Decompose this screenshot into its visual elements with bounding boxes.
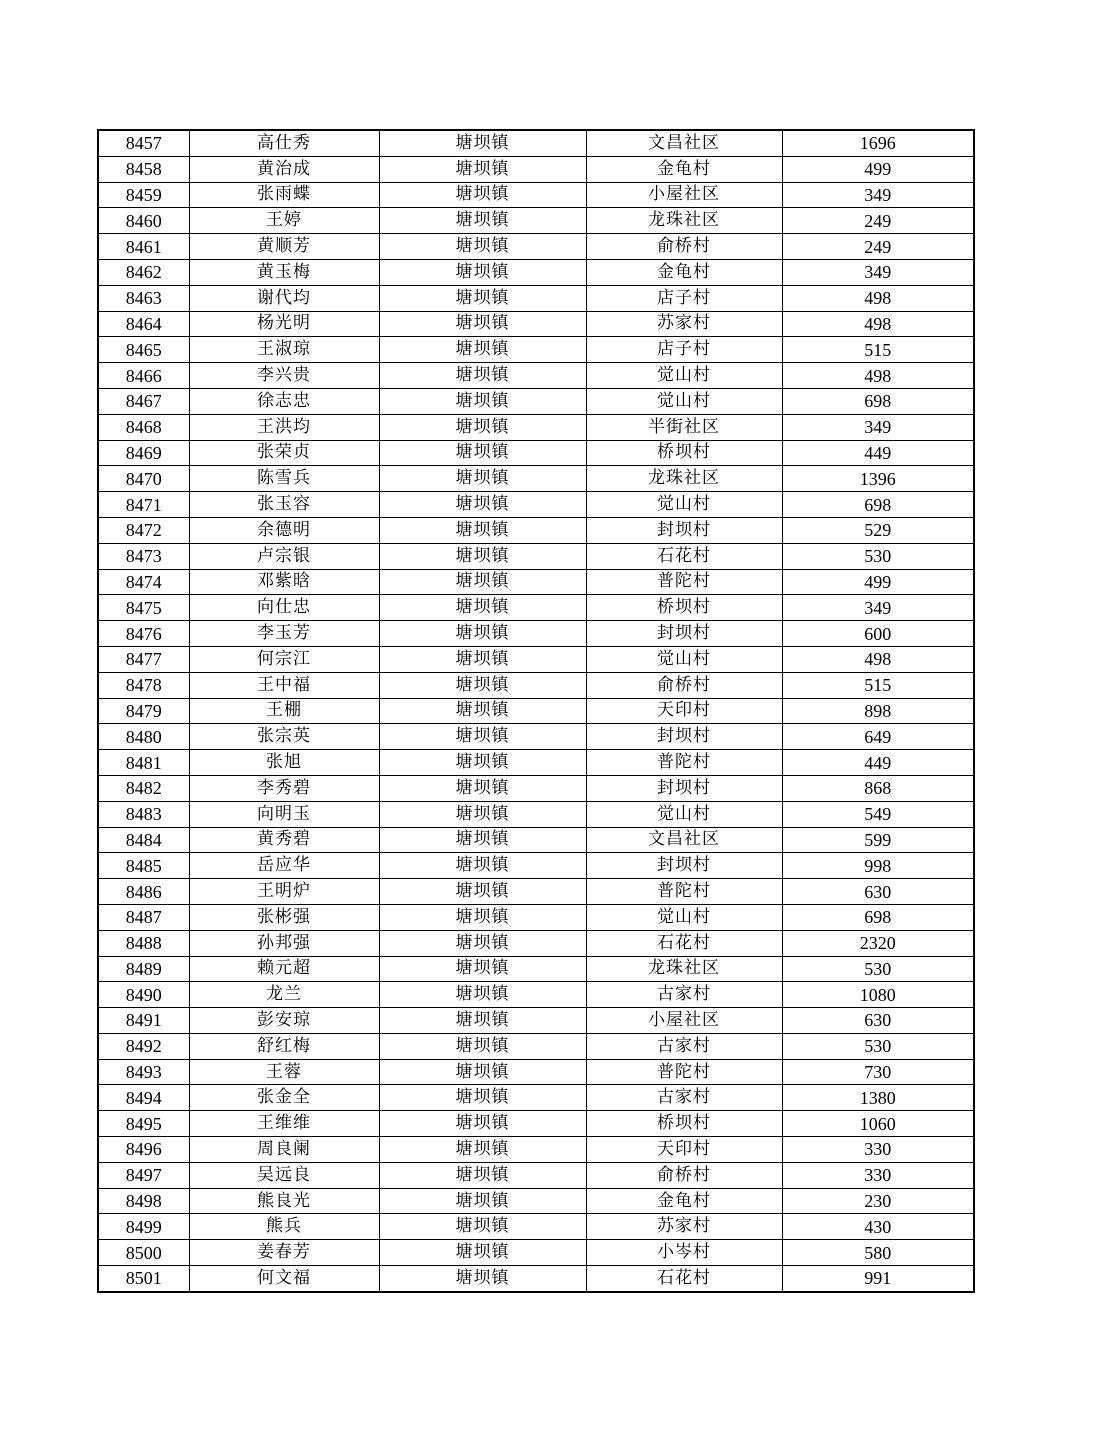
amount-cell: 249	[782, 234, 974, 260]
row-number-cell: 8470	[98, 466, 189, 492]
town-cell: 塘坝镇	[379, 801, 586, 827]
amount-cell: 515	[782, 672, 974, 698]
table-row	[98, 1008, 974, 1034]
name-cell: 王淑琼	[189, 337, 379, 363]
village-cell: 石花村	[586, 543, 782, 569]
name-cell: 周良阑	[189, 1137, 379, 1163]
table-row	[98, 595, 974, 621]
table-row	[98, 1188, 974, 1214]
town-cell: 塘坝镇	[379, 156, 586, 182]
row-number-cell: 8482	[98, 775, 189, 801]
town-cell: 塘坝镇	[379, 879, 586, 905]
name-cell: 张荣贞	[189, 440, 379, 466]
village-cell: 小屋社区	[586, 1008, 782, 1034]
town-cell: 塘坝镇	[379, 750, 586, 776]
row-number-cell: 8495	[98, 1111, 189, 1137]
village-cell: 封坝村	[586, 724, 782, 750]
village-cell: 桥坝村	[586, 440, 782, 466]
amount-cell: 349	[782, 182, 974, 208]
name-cell: 张宗英	[189, 724, 379, 750]
table-row	[98, 1085, 974, 1111]
table-row	[98, 492, 974, 518]
village-cell: 小岑村	[586, 1240, 782, 1266]
table-row	[98, 440, 974, 466]
table-row	[98, 311, 974, 337]
town-cell: 塘坝镇	[379, 234, 586, 260]
row-number-cell: 8468	[98, 414, 189, 440]
table-row	[98, 672, 974, 698]
village-cell: 普陀村	[586, 750, 782, 776]
town-cell: 塘坝镇	[379, 1085, 586, 1111]
table-row	[98, 724, 974, 750]
row-number-cell: 8485	[98, 853, 189, 879]
name-cell: 孙邦强	[189, 930, 379, 956]
amount-cell: 549	[782, 801, 974, 827]
row-number-cell: 8494	[98, 1085, 189, 1111]
table-body	[98, 130, 974, 1292]
village-cell: 俞桥村	[586, 234, 782, 260]
row-number-cell: 8492	[98, 1033, 189, 1059]
village-cell: 古家村	[586, 982, 782, 1008]
row-number-cell: 8472	[98, 517, 189, 543]
table-row	[98, 259, 974, 285]
amount-cell: 530	[782, 956, 974, 982]
table-row	[98, 1111, 974, 1137]
name-cell: 王婷	[189, 208, 379, 234]
town-cell: 塘坝镇	[379, 182, 586, 208]
amount-cell: 498	[782, 285, 974, 311]
name-cell: 李兴贵	[189, 363, 379, 389]
town-cell: 塘坝镇	[379, 259, 586, 285]
table-row	[98, 646, 974, 672]
row-number-cell: 8462	[98, 259, 189, 285]
table-row	[98, 1059, 974, 1085]
table-row	[98, 234, 974, 260]
amount-cell: 498	[782, 363, 974, 389]
amount-cell: 449	[782, 440, 974, 466]
village-cell: 普陀村	[586, 569, 782, 595]
row-number-cell: 8479	[98, 698, 189, 724]
amount-cell: 530	[782, 1033, 974, 1059]
village-cell: 龙珠社区	[586, 208, 782, 234]
row-number-cell: 8497	[98, 1162, 189, 1188]
row-number-cell: 8473	[98, 543, 189, 569]
name-cell: 张金全	[189, 1085, 379, 1111]
row-number-cell: 8466	[98, 363, 189, 389]
row-number-cell: 8461	[98, 234, 189, 260]
amount-cell: 230	[782, 1188, 974, 1214]
table-row	[98, 1162, 974, 1188]
town-cell: 塘坝镇	[379, 982, 586, 1008]
table-row	[98, 182, 974, 208]
row-number-cell: 8496	[98, 1137, 189, 1163]
table-row	[98, 569, 974, 595]
amount-cell: 430	[782, 1214, 974, 1240]
table-row	[98, 1240, 974, 1266]
amount-cell: 599	[782, 827, 974, 853]
village-cell: 桥坝村	[586, 595, 782, 621]
amount-cell: 530	[782, 543, 974, 569]
name-cell: 邓紫晗	[189, 569, 379, 595]
name-cell: 余德明	[189, 517, 379, 543]
amount-cell: 498	[782, 646, 974, 672]
village-cell: 桥坝村	[586, 1111, 782, 1137]
amount-cell: 600	[782, 621, 974, 647]
town-cell: 塘坝镇	[379, 311, 586, 337]
row-number-cell: 8458	[98, 156, 189, 182]
town-cell: 塘坝镇	[379, 1266, 586, 1292]
name-cell: 黄秀碧	[189, 827, 379, 853]
town-cell: 塘坝镇	[379, 285, 586, 311]
village-cell: 觉山村	[586, 646, 782, 672]
row-number-cell: 8460	[98, 208, 189, 234]
name-cell: 卢宗银	[189, 543, 379, 569]
name-cell: 黄玉梅	[189, 259, 379, 285]
amount-cell: 499	[782, 156, 974, 182]
village-cell: 古家村	[586, 1033, 782, 1059]
town-cell: 塘坝镇	[379, 827, 586, 853]
amount-cell: 529	[782, 517, 974, 543]
row-number-cell: 8500	[98, 1240, 189, 1266]
amount-cell: 499	[782, 569, 974, 595]
village-cell: 天印村	[586, 698, 782, 724]
table-row	[98, 363, 974, 389]
village-cell: 普陀村	[586, 1059, 782, 1085]
row-number-cell: 8488	[98, 930, 189, 956]
village-cell: 龙珠社区	[586, 466, 782, 492]
village-cell: 金龟村	[586, 1188, 782, 1214]
name-cell: 李秀碧	[189, 775, 379, 801]
village-cell: 龙珠社区	[586, 956, 782, 982]
table-row	[98, 388, 974, 414]
row-number-cell: 8486	[98, 879, 189, 905]
name-cell: 吴远良	[189, 1162, 379, 1188]
town-cell: 塘坝镇	[379, 724, 586, 750]
village-cell: 文昌社区	[586, 827, 782, 853]
table-row	[98, 904, 974, 930]
amount-cell: 630	[782, 879, 974, 905]
village-cell: 苏家村	[586, 1214, 782, 1240]
village-cell: 俞桥村	[586, 672, 782, 698]
village-cell: 石花村	[586, 1266, 782, 1292]
name-cell: 谢代均	[189, 285, 379, 311]
town-cell: 塘坝镇	[379, 1033, 586, 1059]
table-row	[98, 827, 974, 853]
row-number-cell: 8481	[98, 750, 189, 776]
table-row	[98, 775, 974, 801]
row-number-cell: 8457	[98, 130, 189, 156]
name-cell: 王洪均	[189, 414, 379, 440]
row-number-cell: 8463	[98, 285, 189, 311]
town-cell: 塘坝镇	[379, 208, 586, 234]
town-cell: 塘坝镇	[379, 672, 586, 698]
town-cell: 塘坝镇	[379, 388, 586, 414]
town-cell: 塘坝镇	[379, 1008, 586, 1034]
amount-cell: 698	[782, 492, 974, 518]
name-cell: 李玉芳	[189, 621, 379, 647]
town-cell: 塘坝镇	[379, 775, 586, 801]
town-cell: 塘坝镇	[379, 698, 586, 724]
name-cell: 何宗江	[189, 646, 379, 672]
row-number-cell: 8467	[98, 388, 189, 414]
table-row	[98, 621, 974, 647]
village-cell: 金龟村	[586, 156, 782, 182]
name-cell: 王棚	[189, 698, 379, 724]
table-row	[98, 517, 974, 543]
name-cell: 黄顺芳	[189, 234, 379, 260]
amount-cell: 730	[782, 1059, 974, 1085]
town-cell: 塘坝镇	[379, 904, 586, 930]
amount-cell: 349	[782, 595, 974, 621]
name-cell: 熊兵	[189, 1214, 379, 1240]
name-cell: 王明炉	[189, 879, 379, 905]
village-cell: 文昌社区	[586, 130, 782, 156]
row-number-cell: 8476	[98, 621, 189, 647]
name-cell: 王蓉	[189, 1059, 379, 1085]
table-row	[98, 750, 974, 776]
table-row	[98, 337, 974, 363]
town-cell: 塘坝镇	[379, 130, 586, 156]
town-cell: 塘坝镇	[379, 569, 586, 595]
table-row	[98, 956, 974, 982]
name-cell: 向仕忠	[189, 595, 379, 621]
village-cell: 封坝村	[586, 517, 782, 543]
village-cell: 小屋社区	[586, 182, 782, 208]
table-row	[98, 543, 974, 569]
row-number-cell: 8493	[98, 1059, 189, 1085]
data-table	[97, 129, 975, 1293]
village-cell: 觉山村	[586, 904, 782, 930]
row-number-cell: 8464	[98, 311, 189, 337]
amount-cell: 349	[782, 259, 974, 285]
row-number-cell: 8478	[98, 672, 189, 698]
table-row	[98, 698, 974, 724]
table-row	[98, 982, 974, 1008]
amount-cell: 698	[782, 388, 974, 414]
village-cell: 半街社区	[586, 414, 782, 440]
table-row	[98, 930, 974, 956]
name-cell: 陈雪兵	[189, 466, 379, 492]
amount-cell: 2320	[782, 930, 974, 956]
town-cell: 塘坝镇	[379, 492, 586, 518]
village-cell: 苏家村	[586, 311, 782, 337]
village-cell: 觉山村	[586, 492, 782, 518]
name-cell: 彭安琼	[189, 1008, 379, 1034]
town-cell: 塘坝镇	[379, 414, 586, 440]
row-number-cell: 8487	[98, 904, 189, 930]
town-cell: 塘坝镇	[379, 1059, 586, 1085]
row-number-cell: 8498	[98, 1188, 189, 1214]
table-row	[98, 130, 974, 156]
town-cell: 塘坝镇	[379, 466, 586, 492]
town-cell: 塘坝镇	[379, 646, 586, 672]
village-cell: 古家村	[586, 1085, 782, 1111]
table-row	[98, 801, 974, 827]
table-row	[98, 1137, 974, 1163]
amount-cell: 649	[782, 724, 974, 750]
village-cell: 天印村	[586, 1137, 782, 1163]
name-cell: 熊良光	[189, 1188, 379, 1214]
name-cell: 王中福	[189, 672, 379, 698]
town-cell: 塘坝镇	[379, 1240, 586, 1266]
town-cell: 塘坝镇	[379, 1214, 586, 1240]
name-cell: 杨光明	[189, 311, 379, 337]
town-cell: 塘坝镇	[379, 621, 586, 647]
name-cell: 舒红梅	[189, 1033, 379, 1059]
amount-cell: 998	[782, 853, 974, 879]
amount-cell: 249	[782, 208, 974, 234]
town-cell: 塘坝镇	[379, 337, 586, 363]
name-cell: 赖元超	[189, 956, 379, 982]
table-row	[98, 879, 974, 905]
row-number-cell: 8465	[98, 337, 189, 363]
row-number-cell: 8469	[98, 440, 189, 466]
row-number-cell: 8459	[98, 182, 189, 208]
table-row	[98, 414, 974, 440]
table-row	[98, 853, 974, 879]
table-row	[98, 285, 974, 311]
row-number-cell: 8490	[98, 982, 189, 1008]
amount-cell: 868	[782, 775, 974, 801]
table-row	[98, 1266, 974, 1292]
amount-cell: 898	[782, 698, 974, 724]
name-cell: 向明玉	[189, 801, 379, 827]
row-number-cell: 8499	[98, 1214, 189, 1240]
village-cell: 石花村	[586, 930, 782, 956]
row-number-cell: 8480	[98, 724, 189, 750]
row-number-cell: 8483	[98, 801, 189, 827]
village-cell: 封坝村	[586, 775, 782, 801]
village-cell: 店子村	[586, 285, 782, 311]
amount-cell: 991	[782, 1266, 974, 1292]
table-row	[98, 208, 974, 234]
table-row	[98, 156, 974, 182]
amount-cell: 1060	[782, 1111, 974, 1137]
name-cell: 高仕秀	[189, 130, 379, 156]
row-number-cell: 8471	[98, 492, 189, 518]
table-row	[98, 1214, 974, 1240]
amount-cell: 1380	[782, 1085, 974, 1111]
town-cell: 塘坝镇	[379, 930, 586, 956]
town-cell: 塘坝镇	[379, 543, 586, 569]
row-number-cell: 8477	[98, 646, 189, 672]
town-cell: 塘坝镇	[379, 1137, 586, 1163]
name-cell: 王维维	[189, 1111, 379, 1137]
amount-cell: 1696	[782, 130, 974, 156]
amount-cell: 630	[782, 1008, 974, 1034]
village-cell: 觉山村	[586, 801, 782, 827]
row-number-cell: 8491	[98, 1008, 189, 1034]
village-cell: 觉山村	[586, 388, 782, 414]
name-cell: 姜春芳	[189, 1240, 379, 1266]
amount-cell: 498	[782, 311, 974, 337]
town-cell: 塘坝镇	[379, 1162, 586, 1188]
name-cell: 岳应华	[189, 853, 379, 879]
name-cell: 张玉容	[189, 492, 379, 518]
name-cell: 张彬强	[189, 904, 379, 930]
town-cell: 塘坝镇	[379, 440, 586, 466]
amount-cell: 330	[782, 1162, 974, 1188]
village-cell: 金龟村	[586, 259, 782, 285]
table-row	[98, 466, 974, 492]
name-cell: 黄治成	[189, 156, 379, 182]
amount-cell: 698	[782, 904, 974, 930]
amount-cell: 449	[782, 750, 974, 776]
village-cell: 店子村	[586, 337, 782, 363]
row-number-cell: 8474	[98, 569, 189, 595]
row-number-cell: 8501	[98, 1266, 189, 1292]
village-cell: 觉山村	[586, 363, 782, 389]
town-cell: 塘坝镇	[379, 595, 586, 621]
town-cell: 塘坝镇	[379, 1111, 586, 1137]
name-cell: 张旭	[189, 750, 379, 776]
amount-cell: 1396	[782, 466, 974, 492]
village-cell: 俞桥村	[586, 1162, 782, 1188]
table-row	[98, 1033, 974, 1059]
row-number-cell: 8484	[98, 827, 189, 853]
village-cell: 封坝村	[586, 621, 782, 647]
amount-cell: 349	[782, 414, 974, 440]
town-cell: 塘坝镇	[379, 363, 586, 389]
amount-cell: 515	[782, 337, 974, 363]
name-cell: 张雨蝶	[189, 182, 379, 208]
row-number-cell: 8475	[98, 595, 189, 621]
village-cell: 普陀村	[586, 879, 782, 905]
town-cell: 塘坝镇	[379, 956, 586, 982]
amount-cell: 330	[782, 1137, 974, 1163]
amount-cell: 1080	[782, 982, 974, 1008]
town-cell: 塘坝镇	[379, 1188, 586, 1214]
village-cell: 封坝村	[586, 853, 782, 879]
town-cell: 塘坝镇	[379, 517, 586, 543]
amount-cell: 580	[782, 1240, 974, 1266]
name-cell: 徐志忠	[189, 388, 379, 414]
town-cell: 塘坝镇	[379, 853, 586, 879]
name-cell: 何文福	[189, 1266, 379, 1292]
name-cell: 龙兰	[189, 982, 379, 1008]
row-number-cell: 8489	[98, 956, 189, 982]
